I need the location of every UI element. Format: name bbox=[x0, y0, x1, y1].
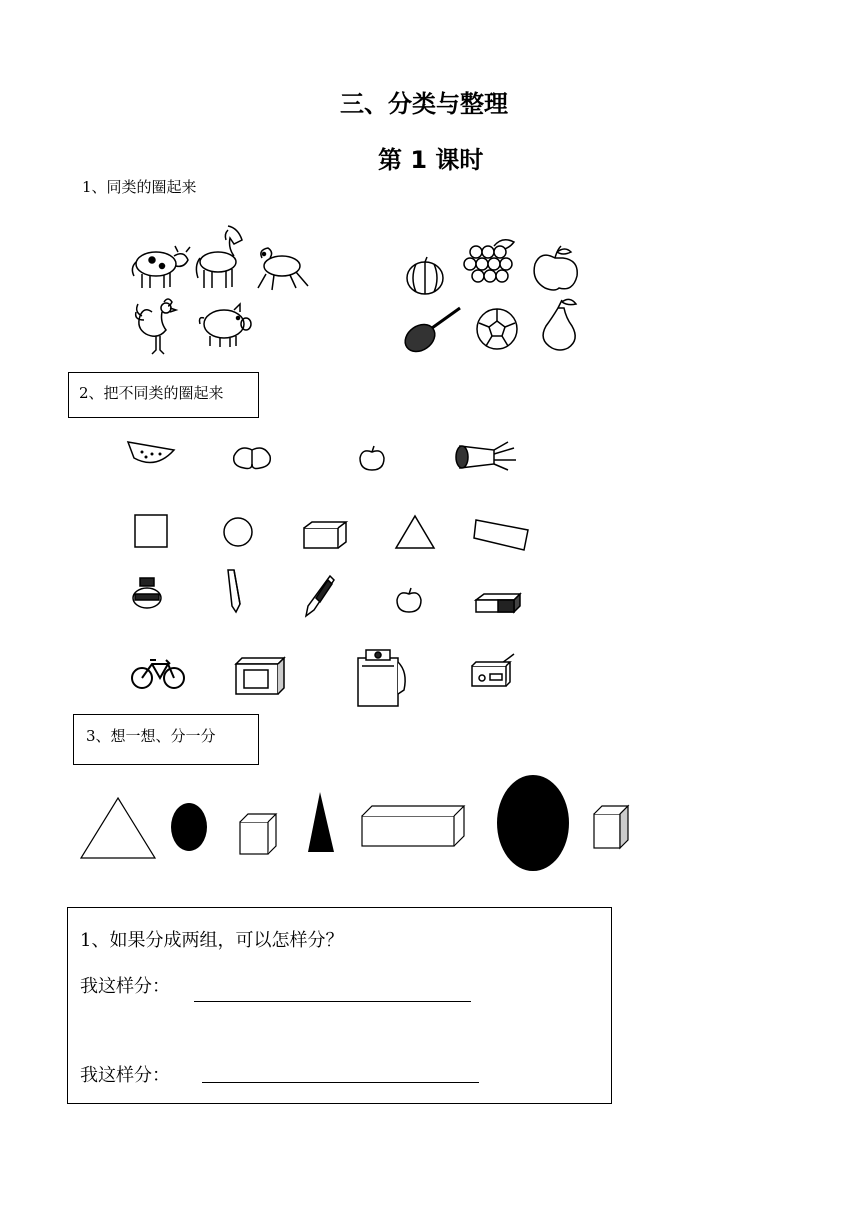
q3-instruction-box bbox=[73, 714, 259, 765]
bicycle-icon bbox=[130, 654, 186, 690]
racket-icon bbox=[400, 304, 464, 356]
q1-instruction: 1、同类的圈起来 bbox=[82, 178, 197, 196]
answer-label-2: 我这样分： bbox=[80, 1065, 170, 1086]
ink-bottle-icon bbox=[130, 576, 164, 610]
radio-icon bbox=[468, 652, 518, 690]
circle-icon bbox=[222, 516, 254, 548]
triangle-icon bbox=[79, 796, 157, 860]
pig-icon bbox=[198, 300, 254, 348]
q2-instruction-box bbox=[68, 372, 259, 418]
rooster-icon bbox=[134, 296, 180, 358]
triangle-icon bbox=[394, 514, 436, 550]
apple-icon bbox=[530, 244, 580, 292]
pencil-icon bbox=[224, 568, 244, 614]
sheep-icon bbox=[252, 244, 312, 292]
apple-icon bbox=[394, 586, 424, 616]
cone-icon bbox=[306, 792, 336, 854]
lesson-title: 第 1 课时 bbox=[378, 146, 484, 174]
sub-question: 1、如果分成两组，可以怎样分？ bbox=[80, 930, 344, 951]
q3-instruction: 3、想一想、分一分 bbox=[86, 727, 216, 745]
grapes-icon bbox=[462, 236, 522, 288]
pear-icon bbox=[536, 296, 582, 352]
horse-icon bbox=[194, 222, 250, 292]
big-ellipse-icon bbox=[496, 774, 570, 872]
small-ellipse-icon bbox=[170, 802, 208, 852]
small-cube-icon bbox=[592, 804, 630, 850]
television-icon bbox=[234, 656, 286, 696]
rectangle-icon bbox=[472, 516, 532, 552]
cuboid-icon bbox=[302, 520, 348, 550]
long-cuboid-icon bbox=[360, 804, 466, 848]
square-icon bbox=[134, 514, 168, 548]
small-cube-icon bbox=[238, 812, 278, 856]
apple-icon bbox=[356, 444, 388, 472]
peach-icon bbox=[230, 444, 274, 472]
radish-icon bbox=[454, 440, 520, 474]
unit-title: 三、分类与整理 bbox=[340, 90, 508, 118]
pumpkin-icon bbox=[404, 256, 446, 296]
answer-label-1: 我这样分： bbox=[80, 976, 170, 997]
watermelon-slice-icon bbox=[126, 440, 176, 466]
washing-machine-icon bbox=[354, 648, 412, 710]
answer-line-1[interactable] bbox=[194, 1001, 471, 1002]
ball-icon bbox=[474, 306, 520, 352]
cow-icon bbox=[130, 240, 192, 292]
answer-line-2[interactable] bbox=[202, 1082, 479, 1083]
pen-icon bbox=[302, 574, 336, 618]
eraser-icon bbox=[472, 592, 524, 614]
q2-instruction: 2、把不同类的圈起来 bbox=[79, 384, 224, 402]
